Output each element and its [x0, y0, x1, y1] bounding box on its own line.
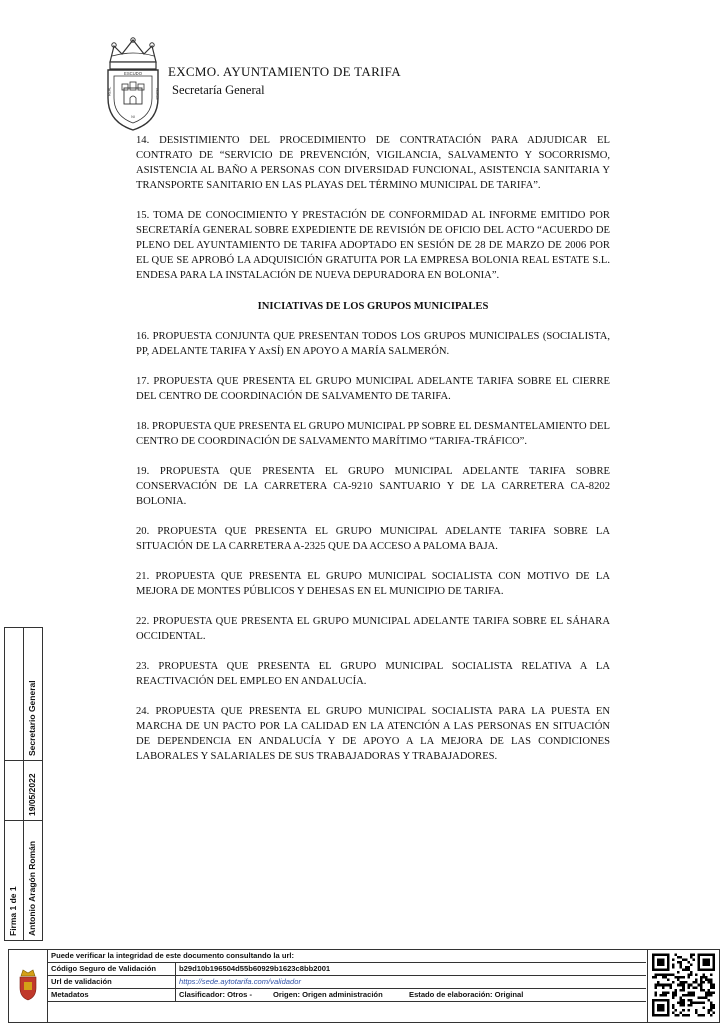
agenda-item-17: 17. PROPUESTA QUE PRESENTA EL GRUPO MUNICIPAL ADELANTE TARIFA SOBRE EL CIERRE DEL CENTRO DE COORDINACIÓN DE SALVAMENTO DE TARIFA. — [136, 376, 610, 402]
qr-code[interactable] — [652, 952, 715, 1018]
header-subtitle: Secretaría General — [172, 83, 265, 97]
svg-text:NOBLE: NOBLE — [155, 88, 159, 100]
svg-text:ESCUDO: ESCUDO — [124, 71, 142, 76]
signature-box — [4, 627, 43, 941]
agenda-item-21: 21. PROPUESTA QUE PRESENTA EL GRUPO MUNICIPAL SOCIALISTA CON MOTIVO DE LA MEJORA DE MONTES PÚBLICOS Y DEHESAS EN EL MUNICIPIO DE TARIFA. — [136, 571, 610, 597]
agenda-item-18: 18. PROPUESTA QUE PRESENTA EL GRUPO MUNICIPAL PP SOBRE EL DESMANTELAMIENTO DEL CENTRO DE COORDINACIÓN DE SALVAMENTO MARÍTIMO “TARIFA-TRÁFICO”. — [136, 421, 610, 447]
validation-url-link[interactable]: https://sede.aytotarifa.com/validador — [175, 976, 301, 988]
verify-text: Puede verificar la integridad de este documento consultando la url: — [51, 951, 295, 960]
metadata-estado: Estado de elaboración: Original — [409, 990, 524, 999]
verification-footer — [8, 949, 720, 1023]
agenda-item-19: 19. PROPUESTA QUE PRESENTA EL GRUPO MUNICIPAL ADELANTE TARIFA SOBRE CONSERVACIÓN DE LA CARRETERA CA-9210 SANTUARIO Y DE LA CARRETERA CA-8202 BOLONIA. — [136, 466, 610, 507]
agenda-item-16: 16. PROPUESTA CONJUNTA QUE PRESENTAN TODOS LOS GRUPOS MUNICIPALES (SOCIALISTA, PP, ADELANTE TARIFA Y AxSÍ) EN APOYO A MARÍA SALMERÓN. — [136, 331, 610, 357]
url-label: Url de validación — [51, 977, 112, 986]
agenda-item-15: 15. TOMA DE CONOCIMIENTO Y PRESTACIÓN DE CONFORMIDAD AL INFORME EMITIDO POR SECRETARÍA GENERAL SOBRE EXPEDIENTE DE REVISIÓN DE OFICIO DEL ACTO “ACUERDO DE PLENO DEL AYUNTAMIENTO DE TARIFA ADOPTADO EN SESIÓN DE 28 DE MARZO DE 2006 POR EL QUE SE APROBÓ LA ADQUISICIÓN GRATUITA POR LA EMPRESA BOLONIA REAL ESTATE S.L. ENDESA PARA LA INSTALACIÓN DE NUEVA DEPURADORA EN BOLONIA”. — [136, 210, 610, 281]
agenda-item-24: 24. PROPUESTA QUE PRESENTA EL GRUPO MUNICIPAL SOCIALISTA PARA LA PUESTA EN MARCHA DE UN PACTO POR LA CALIDAD EN LA ATENCIÓN A LAS PERSONAS EN SITUACIÓN DE DEPENDENCIA EN ANDALUCÍA Y DE APOYO A LA MEJORA DE LAS CONDICIONES LABORALES Y SALARIALES DE SUS TRABAJADORAS Y TRABAJADORES. — [136, 706, 610, 762]
header-title: EXCMO. AYUNTAMIENTO DE TARIFA — [168, 64, 401, 79]
document-body — [136, 133, 610, 779]
signature-name: Antonio Aragón Román — [27, 840, 37, 936]
agenda-item-20: 20. PROPUESTA QUE PRESENTA EL GRUPO MUNICIPAL ADELANTE TARIFA SOBRE LA SITUACIÓN DE LA CARRETERA A-2325 QUE DA ACCESO A PALOMA BAJA. — [136, 526, 610, 552]
footer-crest-logo — [9, 950, 48, 1022]
city-crest-logo — [104, 36, 162, 132]
agenda-item-23: 23. PROPUESTA QUE PRESENTA EL GRUPO MUNICIPAL SOCIALISTA RELATIVA A LA REACTIVACIÓN DEL EMPLEO EN ANDALUCÍA. — [136, 661, 610, 687]
agenda-item-14: 14. DESISTIMIENTO DEL PROCEDIMIENTO DE CONTRATACIÓN PARA ADJUDICAR EL CONTRATO DE “SERVICIO DE PREVENCIÓN, VIGILANCIA, SALVAMENTO Y SOCORRISMO, ASISTENCIA AL BAÑO A PERSONAS CON DIVERSIDAD FUNCIONAL, ASISTENCIA SANITARIA Y TRANSPORTE SANITARIO EN LAS PLAYAS DEL TÉRMINO MUNICIPAL DE TARIFA”. — [136, 135, 610, 191]
metadata-clasificador: Clasificador: Otros - — [175, 989, 252, 1001]
signature-count: Firma 1 de 1 — [8, 886, 18, 936]
svg-text:REAL: REAL — [107, 86, 112, 96]
signature-role: Secretario General — [27, 680, 37, 756]
metadata-label: Metadatos — [51, 990, 89, 999]
csv-label: Código Seguro de Validación — [51, 964, 157, 973]
agenda-item-22: 22. PROPUESTA QUE PRESENTA EL GRUPO MUNICIPAL ADELANTE TARIFA SOBRE EL SÁHARA OCCIDENTAL. — [136, 616, 610, 642]
csv-value: b29d10b196504d55b60929b1623c8bb2001 — [175, 963, 330, 975]
metadata-origen: Origen: Origen administración — [273, 990, 383, 999]
section-title: INICIATIVAS DE LOS GRUPOS MUNICIPALES — [257, 301, 489, 312]
svg-text:NI: NI — [131, 115, 135, 119]
signature-date: 19/05/2022 — [27, 773, 37, 816]
